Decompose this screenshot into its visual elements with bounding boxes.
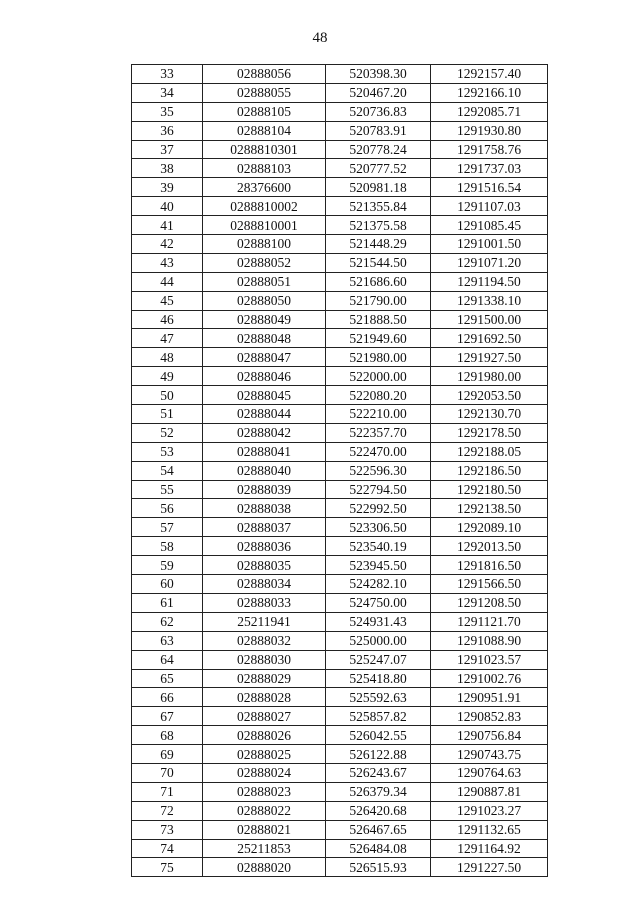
point-id-cell: 02888047 <box>203 348 326 367</box>
point-id-cell: 02888037 <box>203 518 326 537</box>
x-coordinate-cell: 523540.19 <box>326 537 431 556</box>
point-id-cell: 25211853 <box>203 839 326 858</box>
point-id-cell: 02888035 <box>203 556 326 575</box>
table-row <box>132 367 548 386</box>
table-row <box>132 631 548 650</box>
table-row <box>132 386 548 405</box>
x-coordinate-cell: 521375.58 <box>326 216 431 235</box>
table-row <box>132 423 548 442</box>
point-id-cell: 02888038 <box>203 499 326 518</box>
x-coordinate-cell: 520783.91 <box>326 121 431 140</box>
y-coordinate-cell: 1292166.10 <box>431 83 548 102</box>
point-id-cell: 02888103 <box>203 159 326 178</box>
point-id-cell: 02888042 <box>203 423 326 442</box>
x-coordinate-cell: 522596.30 <box>326 461 431 480</box>
row-number-cell: 60 <box>132 575 203 594</box>
table-row <box>132 461 548 480</box>
y-coordinate-cell: 1291758.76 <box>431 140 548 159</box>
table-row <box>132 763 548 782</box>
x-coordinate-cell: 520398.30 <box>326 65 431 84</box>
y-coordinate-cell: 1291002.76 <box>431 669 548 688</box>
row-number-cell: 70 <box>132 763 203 782</box>
x-coordinate-cell: 525418.80 <box>326 669 431 688</box>
row-number-cell: 64 <box>132 650 203 669</box>
point-id-cell: 02888028 <box>203 688 326 707</box>
y-coordinate-cell: 1292085.71 <box>431 102 548 121</box>
y-coordinate-cell: 1292089.10 <box>431 518 548 537</box>
row-number-cell: 63 <box>132 631 203 650</box>
table-row <box>132 310 548 329</box>
point-id-cell: 02888051 <box>203 272 326 291</box>
row-number-cell: 48 <box>132 348 203 367</box>
y-coordinate-cell: 1291227.50 <box>431 858 548 877</box>
row-number-cell: 38 <box>132 159 203 178</box>
x-coordinate-cell: 520777.52 <box>326 159 431 178</box>
x-coordinate-cell: 525000.00 <box>326 631 431 650</box>
row-number-cell: 42 <box>132 235 203 254</box>
y-coordinate-cell: 1292180.50 <box>431 480 548 499</box>
y-coordinate-cell: 1291692.50 <box>431 329 548 348</box>
table-row <box>132 556 548 575</box>
y-coordinate-cell: 1291071.20 <box>431 253 548 272</box>
table-row <box>132 726 548 745</box>
x-coordinate-cell: 526484.08 <box>326 839 431 858</box>
y-coordinate-cell: 1292053.50 <box>431 386 548 405</box>
x-coordinate-cell: 521686.60 <box>326 272 431 291</box>
table-row <box>132 197 548 216</box>
point-id-cell: 02888036 <box>203 537 326 556</box>
y-coordinate-cell: 1291107.03 <box>431 197 548 216</box>
point-id-cell: 02888040 <box>203 461 326 480</box>
row-number-cell: 53 <box>132 442 203 461</box>
point-id-cell: 02888050 <box>203 291 326 310</box>
y-coordinate-cell: 1291816.50 <box>431 556 548 575</box>
x-coordinate-cell: 521949.60 <box>326 329 431 348</box>
point-id-cell: 02888021 <box>203 820 326 839</box>
point-id-cell: 02888055 <box>203 83 326 102</box>
table-row <box>132 707 548 726</box>
row-number-cell: 59 <box>132 556 203 575</box>
y-coordinate-cell: 1291930.80 <box>431 121 548 140</box>
point-id-cell: 25211941 <box>203 612 326 631</box>
y-coordinate-cell: 1291927.50 <box>431 348 548 367</box>
x-coordinate-cell: 522992.50 <box>326 499 431 518</box>
row-number-cell: 61 <box>132 593 203 612</box>
x-coordinate-cell: 526420.68 <box>326 801 431 820</box>
point-id-cell: 02888020 <box>203 858 326 877</box>
point-id-cell: 02888033 <box>203 593 326 612</box>
y-coordinate-cell: 1291132.65 <box>431 820 548 839</box>
x-coordinate-cell: 523306.50 <box>326 518 431 537</box>
row-number-cell: 49 <box>132 367 203 386</box>
x-coordinate-cell: 526243.67 <box>326 763 431 782</box>
row-number-cell: 74 <box>132 839 203 858</box>
x-coordinate-cell: 520736.83 <box>326 102 431 121</box>
y-coordinate-cell: 1291023.57 <box>431 650 548 669</box>
y-coordinate-cell: 1291566.50 <box>431 575 548 594</box>
point-id-cell: 02888041 <box>203 442 326 461</box>
y-coordinate-cell: 1292157.40 <box>431 65 548 84</box>
row-number-cell: 47 <box>132 329 203 348</box>
point-id-cell: 02888056 <box>203 65 326 84</box>
x-coordinate-cell: 521448.29 <box>326 235 431 254</box>
x-coordinate-cell: 521355.84 <box>326 197 431 216</box>
point-id-cell: 02888048 <box>203 329 326 348</box>
row-number-cell: 33 <box>132 65 203 84</box>
point-id-cell: 02888026 <box>203 726 326 745</box>
y-coordinate-cell: 1290887.81 <box>431 782 548 801</box>
x-coordinate-cell: 522470.00 <box>326 442 431 461</box>
x-coordinate-cell: 520778.24 <box>326 140 431 159</box>
table-row <box>132 537 548 556</box>
x-coordinate-cell: 520467.20 <box>326 83 431 102</box>
table-row <box>132 121 548 140</box>
row-number-cell: 55 <box>132 480 203 499</box>
y-coordinate-cell: 1292178.50 <box>431 423 548 442</box>
row-number-cell: 66 <box>132 688 203 707</box>
y-coordinate-cell: 1291516.54 <box>431 178 548 197</box>
page-number: 48 <box>312 30 328 46</box>
x-coordinate-cell: 522210.00 <box>326 405 431 424</box>
y-coordinate-cell: 1291194.50 <box>431 272 548 291</box>
y-coordinate-cell: 1291121.70 <box>431 612 548 631</box>
row-number-cell: 35 <box>132 102 203 121</box>
y-coordinate-cell: 1291208.50 <box>431 593 548 612</box>
row-number-cell: 34 <box>132 83 203 102</box>
x-coordinate-cell: 525247.07 <box>326 650 431 669</box>
point-id-cell: 0288810001 <box>203 216 326 235</box>
table-row <box>132 688 548 707</box>
row-number-cell: 45 <box>132 291 203 310</box>
table-row <box>132 178 548 197</box>
table-row <box>132 650 548 669</box>
table-row <box>132 518 548 537</box>
point-id-cell: 02888030 <box>203 650 326 669</box>
table-row <box>132 216 548 235</box>
row-number-cell: 44 <box>132 272 203 291</box>
x-coordinate-cell: 521888.50 <box>326 310 431 329</box>
table-row <box>132 839 548 858</box>
table-row <box>132 405 548 424</box>
table-row <box>132 858 548 877</box>
x-coordinate-cell: 526467.65 <box>326 820 431 839</box>
table-row <box>132 575 548 594</box>
y-coordinate-cell: 1292130.70 <box>431 405 548 424</box>
row-number-cell: 43 <box>132 253 203 272</box>
table-row <box>132 745 548 764</box>
x-coordinate-cell: 524750.00 <box>326 593 431 612</box>
y-coordinate-cell: 1291500.00 <box>431 310 548 329</box>
point-id-cell: 02888046 <box>203 367 326 386</box>
table-row <box>132 480 548 499</box>
table-row <box>132 782 548 801</box>
x-coordinate-cell: 521790.00 <box>326 291 431 310</box>
point-id-cell: 02888024 <box>203 763 326 782</box>
row-number-cell: 72 <box>132 801 203 820</box>
y-coordinate-cell: 1291737.03 <box>431 159 548 178</box>
y-coordinate-cell: 1291980.00 <box>431 367 548 386</box>
y-coordinate-cell: 1290764.63 <box>431 763 548 782</box>
x-coordinate-cell: 521544.50 <box>326 253 431 272</box>
y-coordinate-cell: 1291085.45 <box>431 216 548 235</box>
table-row <box>132 159 548 178</box>
row-number-cell: 67 <box>132 707 203 726</box>
table-row <box>132 65 548 84</box>
table-row <box>132 612 548 631</box>
point-id-cell: 0288810301 <box>203 140 326 159</box>
point-id-cell: 02888022 <box>203 801 326 820</box>
row-number-cell: 58 <box>132 537 203 556</box>
coordinates-table-body <box>132 65 548 877</box>
table-row <box>132 499 548 518</box>
y-coordinate-cell: 1292188.05 <box>431 442 548 461</box>
row-number-cell: 41 <box>132 216 203 235</box>
row-number-cell: 37 <box>132 140 203 159</box>
point-id-cell: 02888052 <box>203 253 326 272</box>
point-id-cell: 02888100 <box>203 235 326 254</box>
x-coordinate-cell: 526042.55 <box>326 726 431 745</box>
point-id-cell: 28376600 <box>203 178 326 197</box>
y-coordinate-cell: 1292013.50 <box>431 537 548 556</box>
row-number-cell: 62 <box>132 612 203 631</box>
y-coordinate-cell: 1290756.84 <box>431 726 548 745</box>
table-row <box>132 102 548 121</box>
y-coordinate-cell: 1291088.90 <box>431 631 548 650</box>
row-number-cell: 68 <box>132 726 203 745</box>
table-row <box>132 83 548 102</box>
point-id-cell: 02888023 <box>203 782 326 801</box>
row-number-cell: 57 <box>132 518 203 537</box>
row-number-cell: 65 <box>132 669 203 688</box>
row-number-cell: 50 <box>132 386 203 405</box>
point-id-cell: 02888027 <box>203 707 326 726</box>
row-number-cell: 51 <box>132 405 203 424</box>
row-number-cell: 73 <box>132 820 203 839</box>
y-coordinate-cell: 1292138.50 <box>431 499 548 518</box>
table-row <box>132 669 548 688</box>
x-coordinate-cell: 525592.63 <box>326 688 431 707</box>
point-id-cell: 02888025 <box>203 745 326 764</box>
point-id-cell: 02888032 <box>203 631 326 650</box>
row-number-cell: 52 <box>132 423 203 442</box>
table-row <box>132 235 548 254</box>
x-coordinate-cell: 522794.50 <box>326 480 431 499</box>
x-coordinate-cell: 521980.00 <box>326 348 431 367</box>
point-id-cell: 02888039 <box>203 480 326 499</box>
x-coordinate-cell: 525857.82 <box>326 707 431 726</box>
x-coordinate-cell: 522080.20 <box>326 386 431 405</box>
x-coordinate-cell: 526122.88 <box>326 745 431 764</box>
x-coordinate-cell: 522357.70 <box>326 423 431 442</box>
x-coordinate-cell: 523945.50 <box>326 556 431 575</box>
x-coordinate-cell: 524282.10 <box>326 575 431 594</box>
row-number-cell: 54 <box>132 461 203 480</box>
y-coordinate-cell: 1291164.92 <box>431 839 548 858</box>
table-row <box>132 253 548 272</box>
table-row <box>132 820 548 839</box>
table-row <box>132 801 548 820</box>
x-coordinate-cell: 524931.43 <box>326 612 431 631</box>
row-number-cell: 75 <box>132 858 203 877</box>
point-id-cell: 0288810002 <box>203 197 326 216</box>
table-row <box>132 140 548 159</box>
y-coordinate-cell: 1290852.83 <box>431 707 548 726</box>
point-id-cell: 02888029 <box>203 669 326 688</box>
coordinates-table <box>131 64 548 877</box>
row-number-cell: 36 <box>132 121 203 140</box>
y-coordinate-cell: 1291338.10 <box>431 291 548 310</box>
x-coordinate-cell: 522000.00 <box>326 367 431 386</box>
point-id-cell: 02888044 <box>203 405 326 424</box>
point-id-cell: 02888104 <box>203 121 326 140</box>
point-id-cell: 02888105 <box>203 102 326 121</box>
row-number-cell: 69 <box>132 745 203 764</box>
point-id-cell: 02888034 <box>203 575 326 594</box>
y-coordinate-cell: 1291023.27 <box>431 801 548 820</box>
x-coordinate-cell: 520981.18 <box>326 178 431 197</box>
row-number-cell: 71 <box>132 782 203 801</box>
row-number-cell: 46 <box>132 310 203 329</box>
row-number-cell: 56 <box>132 499 203 518</box>
table-row <box>132 348 548 367</box>
point-id-cell: 02888049 <box>203 310 326 329</box>
row-number-cell: 40 <box>132 197 203 216</box>
table-row <box>132 329 548 348</box>
y-coordinate-cell: 1290951.91 <box>431 688 548 707</box>
y-coordinate-cell: 1291001.50 <box>431 235 548 254</box>
x-coordinate-cell: 526379.34 <box>326 782 431 801</box>
y-coordinate-cell: 1292186.50 <box>431 461 548 480</box>
table-row <box>132 442 548 461</box>
point-id-cell: 02888045 <box>203 386 326 405</box>
table-row <box>132 272 548 291</box>
row-number-cell: 39 <box>132 178 203 197</box>
table-row <box>132 291 548 310</box>
table-row <box>132 593 548 612</box>
y-coordinate-cell: 1290743.75 <box>431 745 548 764</box>
x-coordinate-cell: 526515.93 <box>326 858 431 877</box>
